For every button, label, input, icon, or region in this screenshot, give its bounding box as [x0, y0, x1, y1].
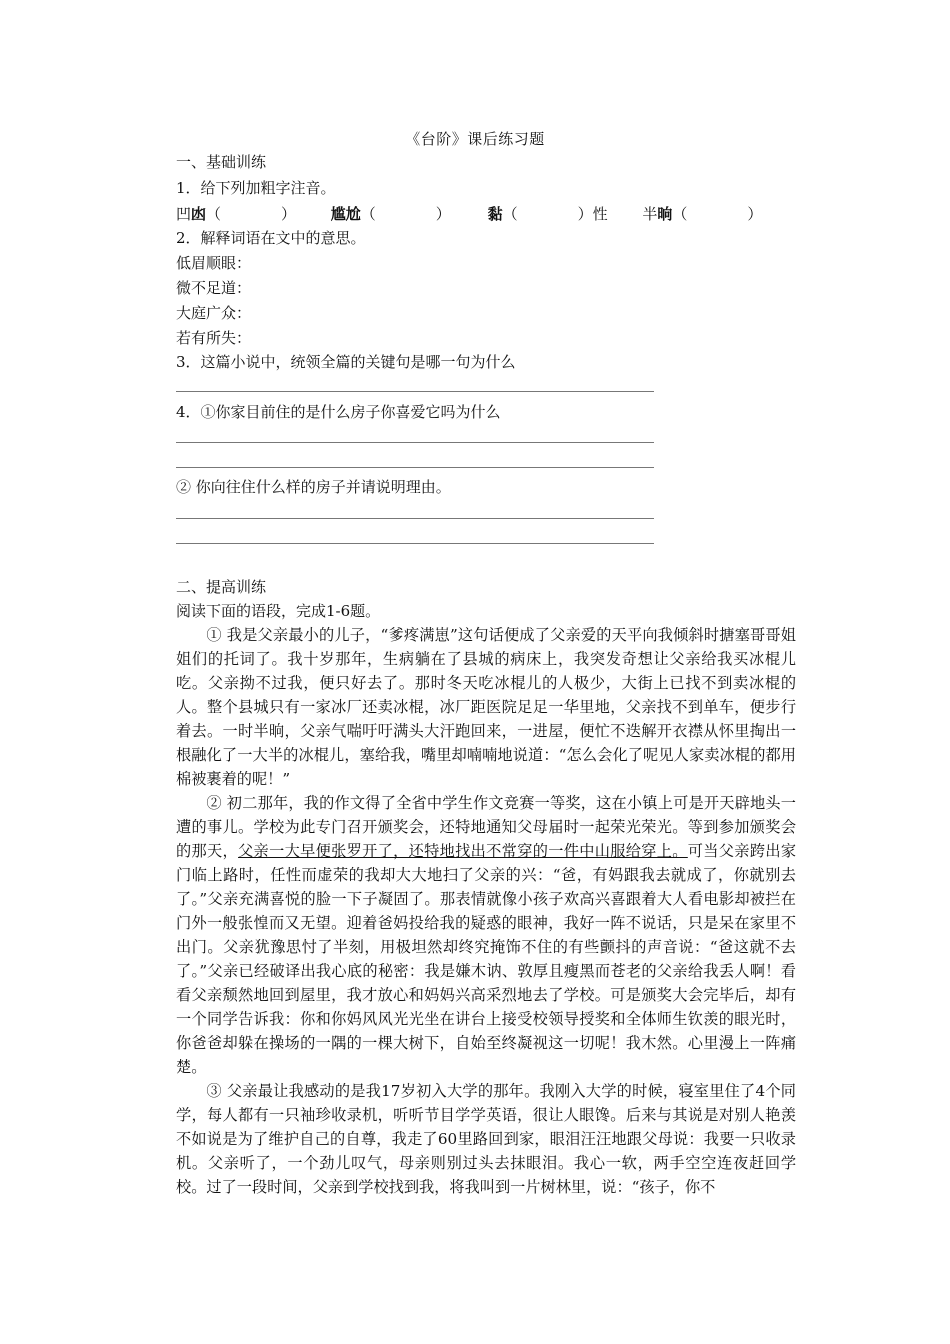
q3-prompt: 3．这篇小说中，统领全篇的关键句是哪一句为什么: [176, 353, 516, 371]
q2-term: 若有所失：: [176, 329, 252, 347]
section1-heading: 一、基础训练: [176, 153, 267, 171]
answer-line: [176, 442, 654, 443]
answer-line: [176, 543, 654, 544]
passage-paragraph-1: ① 我是父亲最小的儿子，“爹疼满崽”这句话便成了父亲爱的天平向我倾斜时搪塞哥哥姐姐们的托词了。我十岁那年，生病躺在了县城的病床上，我突发奇想让父亲给我买冰棍儿吃。父亲拗不过我，便只好去了。那时冬天吃冰棍儿的人极少，大街上已找不到卖冰棍的人。整个县城只有一家冰厂还卖冰棍，冰厂距医院足足一华里地，父亲找不到单车，便步行着去。一时半晌，父亲气喘吁吁满头大汗跑回来，一进屋，便忙不迭解开衣襟从怀里掏出一根融化了一大半的冰棍儿，塞给我，嘴里却喃喃地说道：“怎么会化了呢见人家卖冰棍的都用棉被裹着的呢！”: [176, 626, 796, 788]
page-title: 《台阶》课后练习题: [405, 130, 545, 148]
pinyin-item: 半晌（ ）: [642, 205, 763, 223]
q2-term: 微不足道：: [176, 279, 252, 297]
q1-prompt: 1．给下列加粗字注音。: [176, 179, 336, 197]
pinyin-item: 尴尬（ ）: [330, 205, 451, 223]
passage-paragraph-2: ② 初二那年，我的作文得了全省中学生作文竞赛一等奖，这在小镇上可是开天辟地头一遭的事儿。学校为此专门召开颁奖会，还特地通知父母届时一起荣光荣光。等到参加颁奖会的那天，父亲一大早便张罗开了，还特地找出不常穿的一件中山服给穿上。可当父亲跨出家门临上路时，任性而虚荣的我却大大地扫了父亲的兴：“爸，有妈跟我去就成了，你就别去了。”父亲充满喜悦的脸一下子凝固了。那表情就像小孩子欢高兴喜跟着大人看电影却被拦在门外一般张惶而又无望。迎着爸妈投给我的疑惑的眼神，我好一阵不说话，只是呆在家里不出门。父亲犹豫思忖了半刻，用极坦然却终究掩饰不住的有些颤抖的声音说：“爸这就不去了。”父亲已经破译出我心底的秘密：我是嫌木讷、敦厚且瘦黑而苍老的父亲给我丢人啊！看看父亲颓然地回到屋里，我才放心和妈妈兴高采烈地去了学校。可是颁奖大会完毕后，却有一个同学告诉我：你和你妈风风光光坐在讲台上接受校领导授奖和全体师生钦羡的眼光时，你爸爸却躲在操场的一隅的一棵大树下，自始至终凝视这一切呢！我木然。心里漫上一阵痛楚。: [176, 794, 797, 1076]
pinyin-items: [176, 202, 762, 226]
section2-heading: 二、提高训练: [176, 578, 267, 596]
q4-prompt-a: 4．①你家目前住的是什么房子你喜爱它吗为什么: [176, 403, 501, 421]
answer-line: [176, 391, 654, 392]
underlined-sentence: 父亲一大早便张罗开了，还特地找出不常穿的一件中山服给穿上。: [238, 842, 688, 860]
q2-term: 低眉顺眼：: [176, 254, 252, 272]
passage-paragraph-3: ③ 父亲最让我感动的是我17岁初入大学的那年。我刚入大学的时候，寝室里住了4个同学，每人都有一只袖珍收录机，听听节目学学英语，很让人眼馋。后来与其说是对别人艳羡不如说是为了维护自己的自尊，我走了60里路回到家，眼泪汪汪地跟父母说：我要一只收录机。父亲听了，一个劲儿叹气，母亲则别过头去抹眼泪。我心一软，两手空空连夜赶回学校。过了一段时间，父亲到学校找到我，将我叫到一片树林里，说：“孩子，你不: [176, 1082, 796, 1196]
q2-prompt: 2．解释词语在文中的意思。: [176, 229, 366, 247]
reading-passage: [176, 623, 796, 1199]
q2-term: 大庭广众：: [176, 304, 252, 322]
reading-instruction: 阅读下面的语段，完成1-6题。: [176, 602, 381, 620]
pinyin-item: 黏（ ）性: [487, 205, 608, 223]
q4-prompt-b: ② 你向往住什么样的房子并请说明理由。: [176, 478, 451, 496]
answer-line: [176, 467, 654, 468]
pinyin-item: 凹凼（ ）: [176, 205, 297, 223]
answer-line: [176, 518, 654, 519]
